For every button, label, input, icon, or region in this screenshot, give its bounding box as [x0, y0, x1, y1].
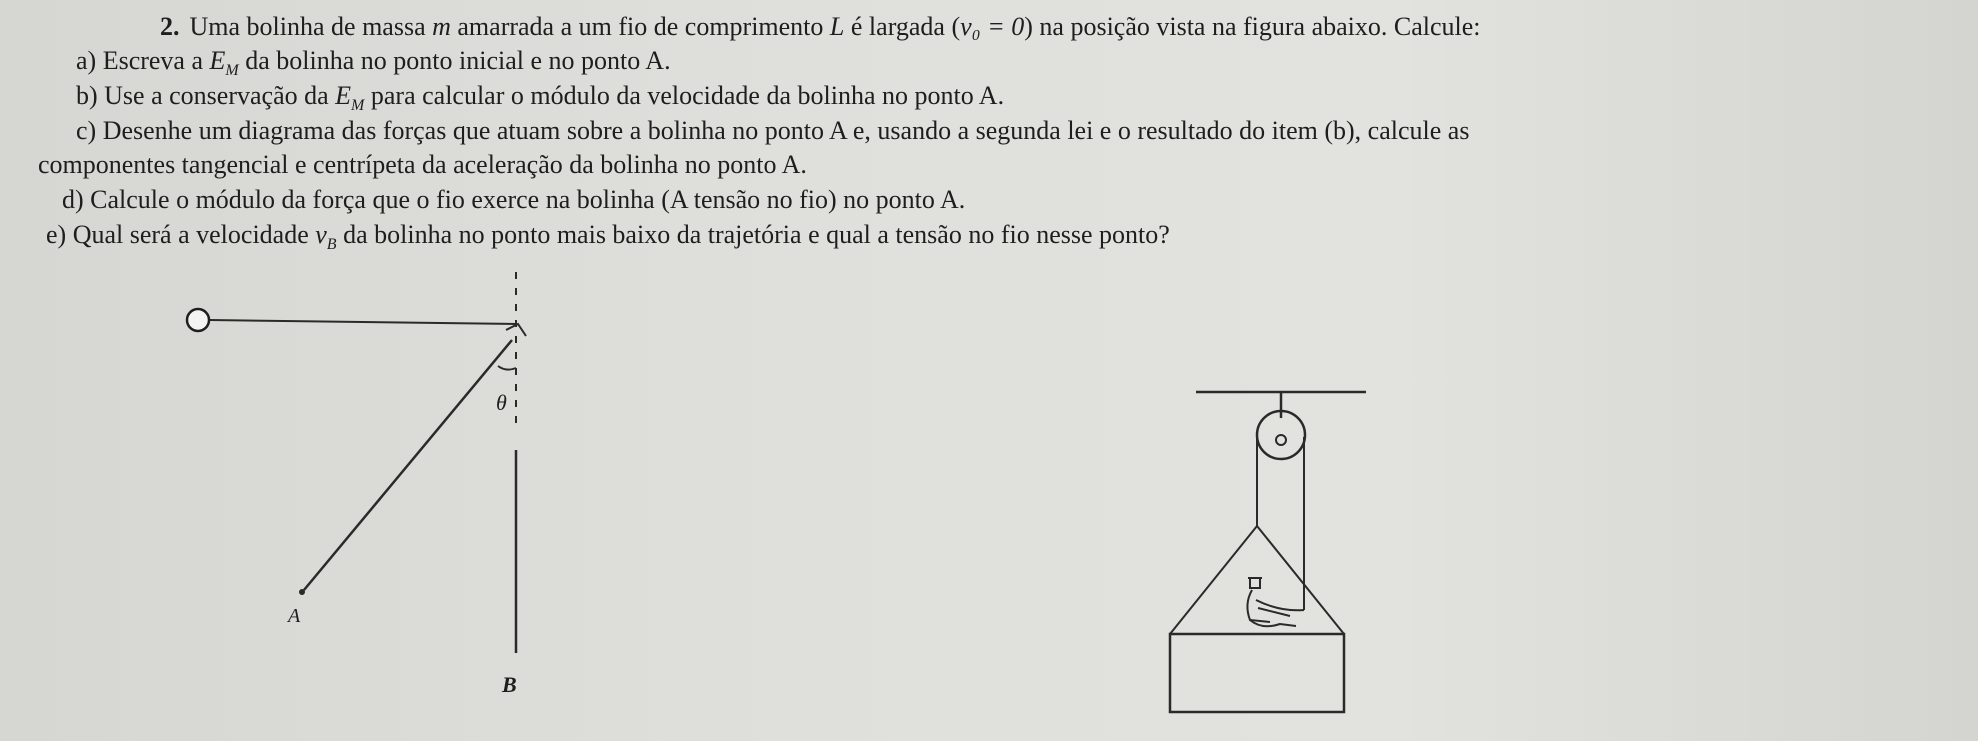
item-a-energy-symbol: E [209, 46, 226, 75]
item-b-energy-symbol: E [335, 81, 352, 110]
item-a-text-2: da bolinha no ponto inicial e no ponto A. [238, 46, 671, 75]
item-e-text-2: da bolinha no ponto mais baixo da trajetória e qual a tensão no fio nesse ponto? [336, 220, 1170, 249]
item-e-velocity-symbol: v [315, 220, 327, 249]
stem-length-symbol: L [829, 12, 845, 41]
stem-mass-symbol: m [432, 12, 451, 41]
item-d: d) Calcule o módulo da força que o fio exerce na bolinha (A tensão no fio) no ponto A. [62, 185, 966, 214]
stem-text-2: amarrada a um fio de comprimento [450, 12, 830, 41]
point-a-label: A [288, 605, 301, 627]
question-number: 2. [160, 12, 180, 41]
item-a-text-1: a) Escreva a [76, 46, 210, 75]
stem-text-4: ) na posição vista na figura abaixo. Calcule: [1024, 12, 1481, 41]
item-c-line-1: c) Desenhe um diagrama das forças que atuam sobre a bolinha no ponto A e, usando a segunda lei e o resultado do item (b), calcule as [76, 116, 1470, 145]
stem-text-3: é largada ( [844, 12, 961, 41]
stem-initial-velocity: v₀ = 0 [960, 12, 1025, 41]
item-c-line-2: componentes tangencial e centrípeta da aceleração da bolinha no ponto A. [38, 150, 807, 179]
stem-text-1: Uma bolinha de massa [189, 12, 433, 41]
item-e-text-1: e) Qual será a velocidade [46, 220, 316, 249]
item-b-text-2: para calcular o módulo da velocidade da bolinha no ponto A. [364, 81, 1005, 110]
angle-label: θ [496, 390, 507, 415]
point-b-label: B [502, 672, 517, 697]
item-b-text-1: b) Use a conservação da [76, 81, 336, 110]
item-b-energy-subscript: M [351, 97, 365, 115]
person-figure [1247, 578, 1304, 626]
pulley-axle [1276, 435, 1286, 445]
cabin-roof [1170, 526, 1344, 634]
basket-box [1170, 634, 1344, 712]
item-a-energy-subscript: M [225, 62, 239, 80]
item-e-velocity-subscript: B [326, 236, 337, 254]
